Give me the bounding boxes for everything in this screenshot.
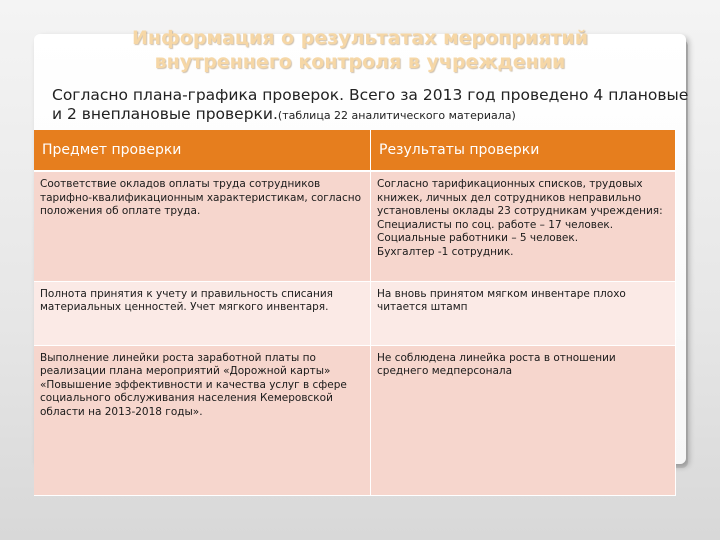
result-line: Согласно тарификационных списков, трудовых книжек, личных дел сотрудников неправильно установлены оклады 23 сотрудникам учреждения: (377, 178, 663, 217)
cell-subject: Соответствие окладов оплаты труда сотрудников тарифно-квалификационным характеристикам, согласно положения об оплате труда. (34, 171, 371, 281)
results-table (34, 130, 676, 496)
table-header-row (34, 130, 676, 171)
cell-subject: Полнота принятия к учету и правильность списания материальных ценностей. Учет мягкого инвентаря. (34, 281, 371, 345)
result-line: Не соблюдена линейка роста в отношении среднего медперсонала (377, 351, 616, 377)
cell-result (371, 345, 676, 495)
table-row (34, 281, 676, 345)
cell-result (371, 171, 676, 281)
result-line: Бухгалтер -1 сотрудник. (377, 245, 514, 258)
header-results: Результаты проверки (371, 130, 676, 171)
result-line: Специалисты по соц. работе – 17 человек. (377, 218, 614, 231)
result-line: Социальные работники – 5 человек. (377, 232, 579, 244)
table-row (34, 171, 676, 281)
title-line-1: Информация о результатах мероприятий (131, 27, 589, 49)
slide-title (60, 26, 660, 74)
cell-result (371, 281, 676, 345)
table-row (34, 345, 676, 495)
result-line: На вновь принятом мягком инвентаре плохо читается штамп (377, 287, 626, 313)
title-line-2: внутреннего контроля в учреждении (154, 51, 566, 73)
cell-subject: Выполнение линейки роста заработной платы по реализации плана мероприятий «Дорожной карты» «Повышение эффективности и качества услуг в сфере социального обслуживания населения Кемеровской области на 2013-2018 годы». (34, 345, 371, 495)
intro-text (52, 86, 692, 125)
header-subject: Предмет проверки (34, 130, 371, 171)
intro-note: (таблица 22 аналитического материала) (277, 109, 516, 122)
intro-main: Согласно плана-графика проверок. Всего за 2013 год проведено 4 плановые и 2 внеплановые проверки. (52, 86, 689, 123)
